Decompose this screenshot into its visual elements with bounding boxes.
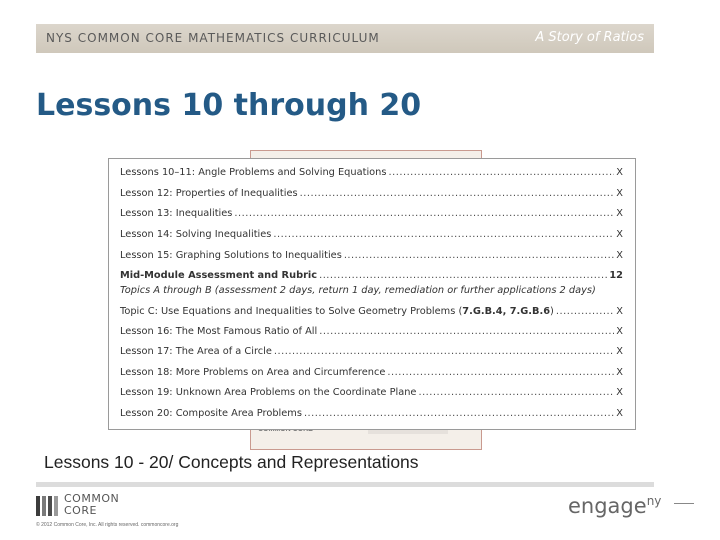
toc-row [120,208,623,222]
footer-divider [36,482,654,487]
header-bar [36,24,654,53]
toc-row-topic [120,306,623,320]
table-of-contents [108,158,636,430]
toc-row-page: X [616,408,623,419]
toc-row-label: Lessons 10–11: Angle Problems and Solving Equations [120,167,387,178]
toc-row-label: Lesson 20: Composite Area Problems [120,408,302,419]
toc-row [120,326,623,340]
common-core-logo-text: COMMON CORE [64,492,120,517]
toc-row-label: Lesson 15: Graphing Solutions to Inequalities [120,250,342,261]
story-title: A Story of Ratios [535,30,644,45]
toc-row-page: X [616,326,623,337]
logo-bar [36,496,40,516]
engageny-logo: engage$^{ny}$ [568,494,662,518]
toc-row-page: X [616,167,623,178]
common-core-logo-icon [36,496,58,516]
toc-row [120,387,623,401]
toc-row-page: X [616,188,623,199]
toc-row-page: X [616,346,623,357]
copyright-notice: © 2012 Common Core, Inc. All rights reserved. commoncore.org [36,522,179,528]
toc-row-page: X [616,387,623,398]
toc-row [120,229,623,243]
toc-row-page: X [616,208,623,219]
toc-row-page: X [616,229,623,240]
toc-row-page: X [616,250,623,261]
toc-row [120,346,623,360]
toc-row-note [120,285,623,299]
toc-row-label: Lesson 19: Unknown Area Problems on the Coordinate Plane [120,387,417,398]
toc-row [120,367,623,381]
logo-bar [42,496,46,516]
standards: 7.G.B.4, 7.G.B.6 [462,306,551,317]
toc-row-label: Topics A through B (assessment 2 days, return 1 day, remediation or further applications 2 days) [120,285,596,296]
logo-bar [48,496,52,516]
toc-row-label: Topic C: Use Equations and Inequalities to Solve Geometry Problems (7.G.B.4, 7.G.B.6) [120,306,554,317]
toc-row-label: Lesson 17: The Area of a Circle [120,346,272,357]
toc-row-label: Lesson 12: Properties of Inequalities [120,188,298,199]
toc-row-label: Mid-Module Assessment and Rubric [120,270,318,281]
toc-row-page: X [616,367,623,378]
toc-row [120,188,623,202]
toc-row [120,167,623,181]
toc-row-label: Lesson 16: The Most Famous Ratio of All [120,326,318,337]
toc-row-label: Lesson 13: Inequalities [120,208,233,219]
slide-caption: Lessons 10 - 20/ Concepts and Representations [44,452,419,472]
footer-divider-right [674,503,694,504]
toc-row [120,250,623,264]
toc-row-page: X [616,306,623,317]
toc-row-label: Lesson 14: Solving Inequalities [120,229,272,240]
toc-row-page: 12 [609,270,623,281]
page-title: Lessons 10 through 20 [36,88,422,123]
curriculum-title: NYS COMMON CORE MATHEMATICS CURRICULUM [46,31,380,45]
logo-bar [54,496,58,516]
toc-row [120,408,623,422]
toc-row-assessment [120,270,623,284]
toc-row-label: Lesson 18: More Problems on Area and Circumference [120,367,386,378]
